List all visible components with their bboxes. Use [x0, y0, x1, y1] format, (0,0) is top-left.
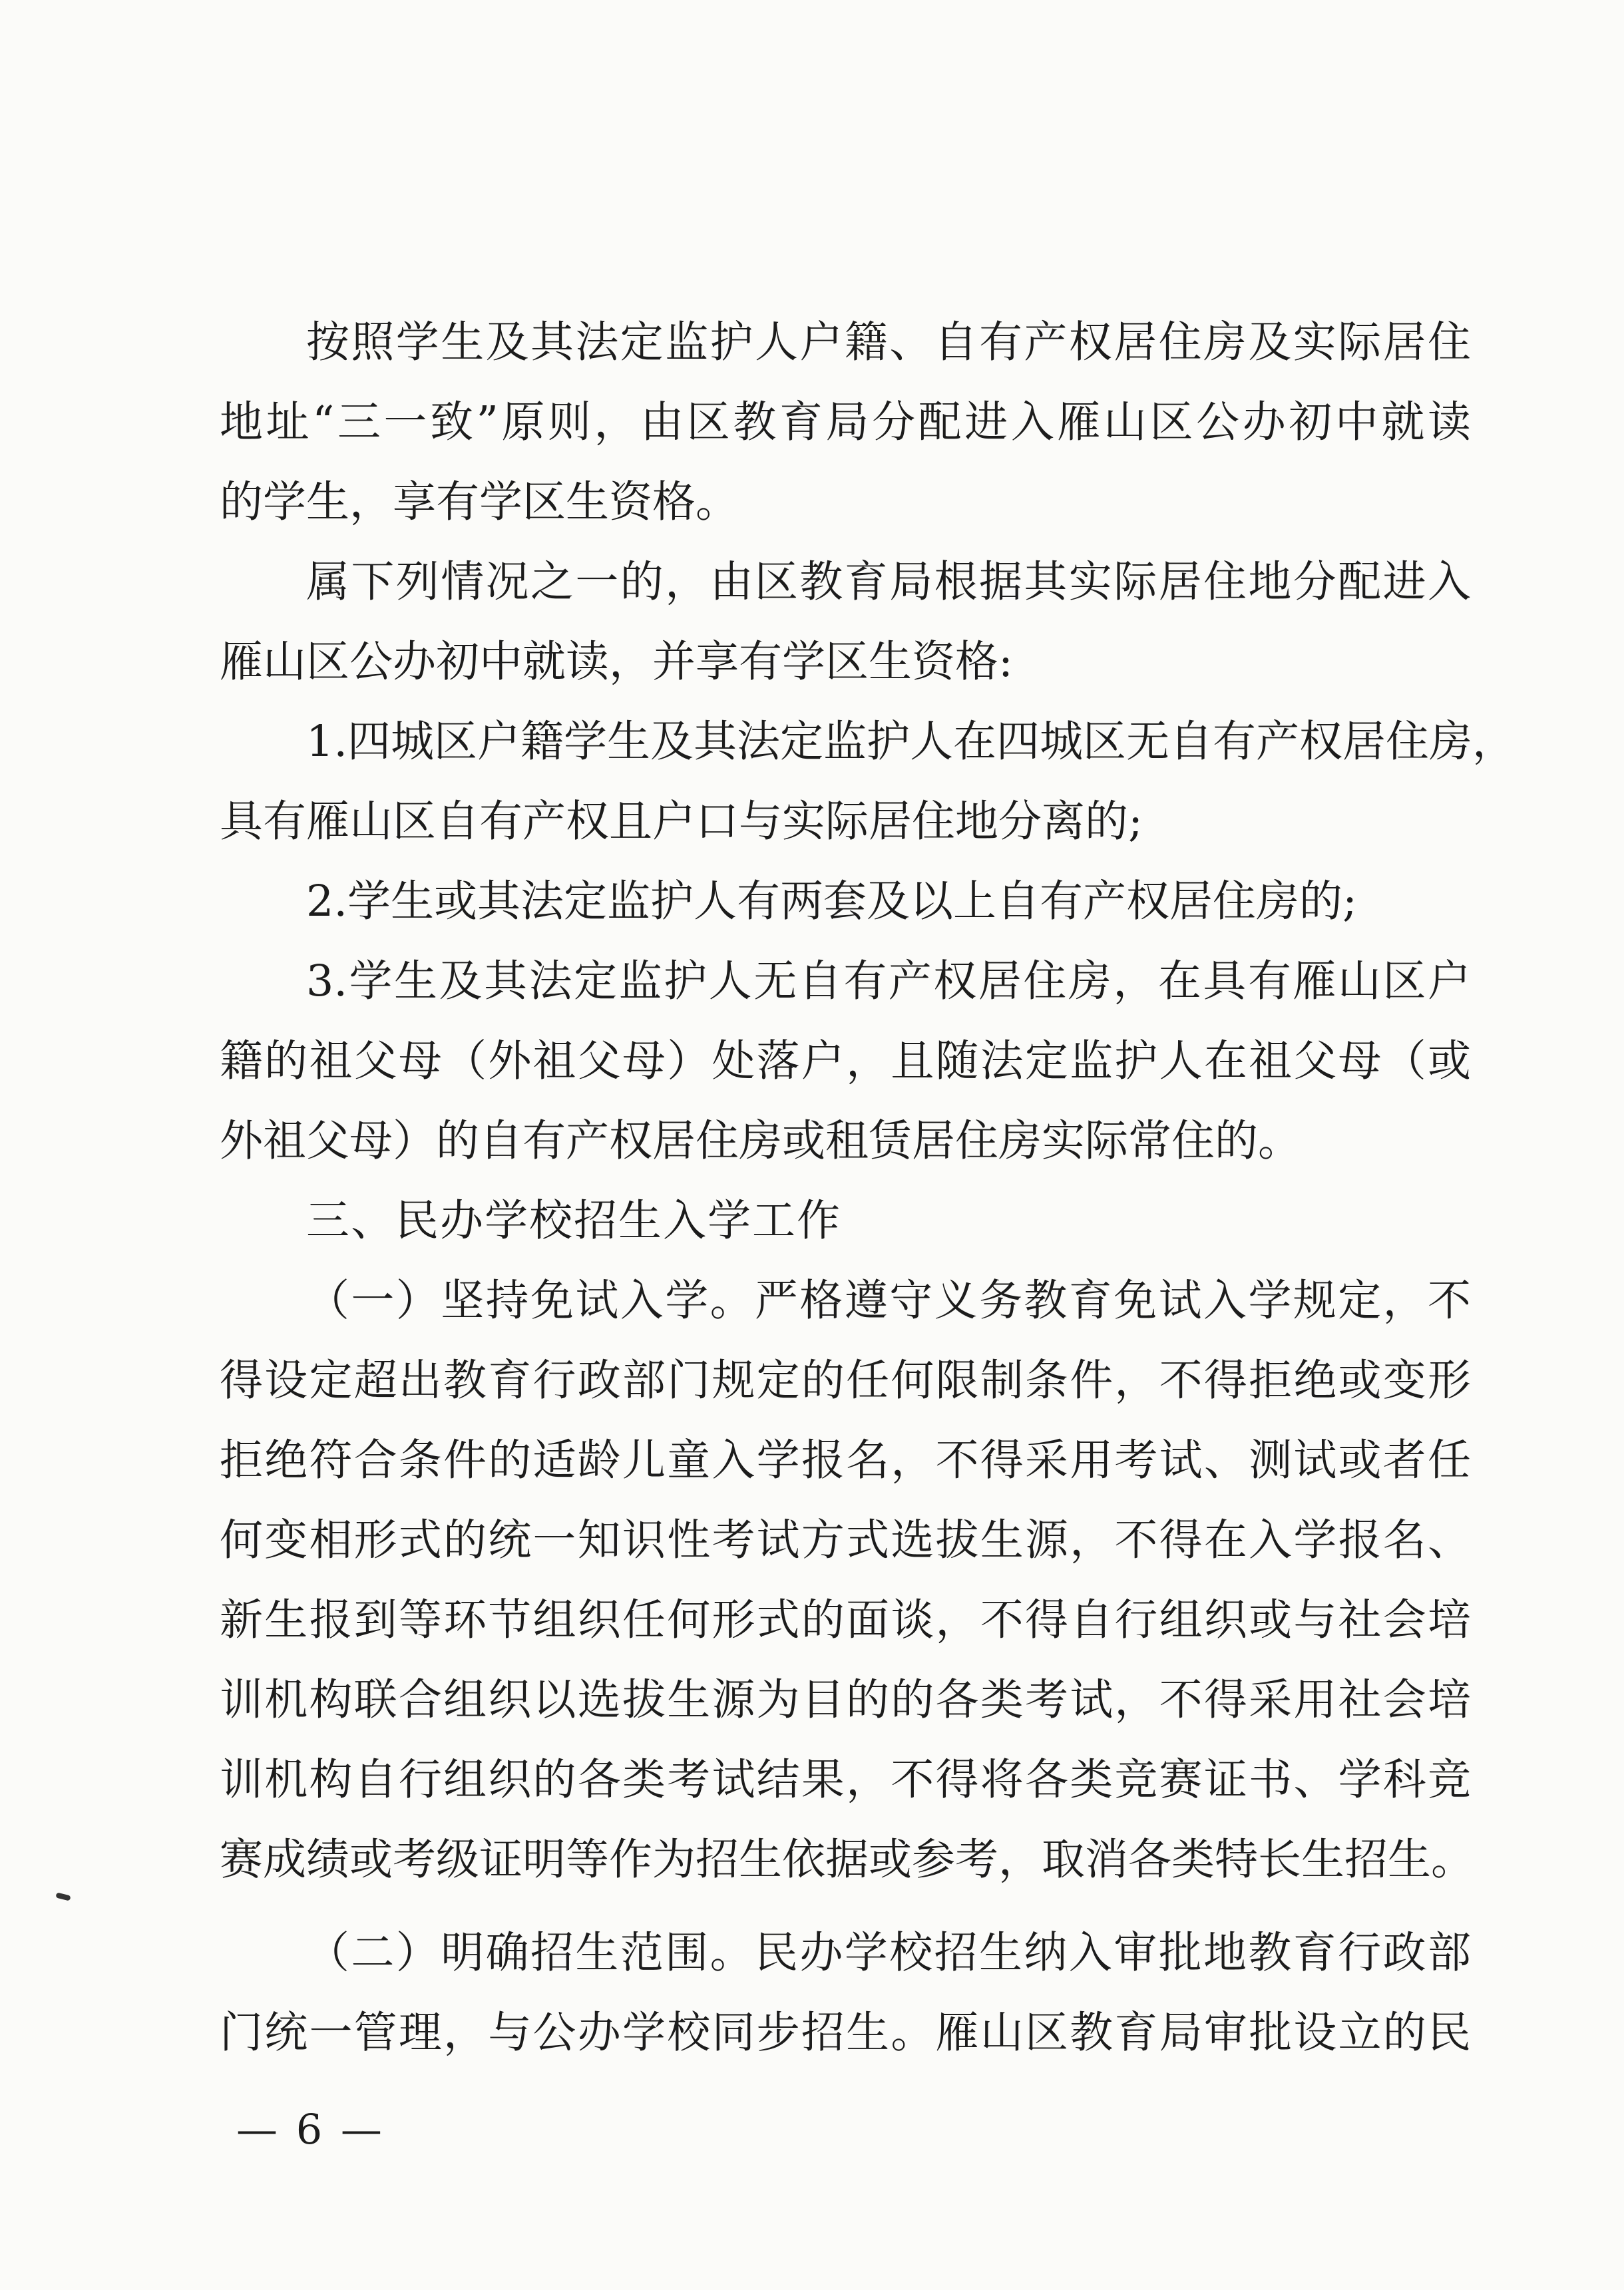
paragraph-line-4: 属下列情况之一的，由区教育局根据其实际居住地分配进入 [306, 557, 1471, 607]
paragraph-line-13: 得设定超出教育行政部门规定的任何限制条件，不得拒绝或变形 [220, 1356, 1471, 1406]
list-item-3-line-1: 3.学生及其法定监护人无自有产权居住房，在具有雁山区户 [306, 956, 1471, 1006]
paragraph-line-3: 的学生，享有学区生资格。 [220, 477, 739, 527]
paragraph-line-20: （二）明确招生范围。民办学校招生纳入审批地教育行政部 [306, 1928, 1471, 1978]
list-item-1-line-1: 1.四城区户籍学生及其法定监护人在四城区无自有产权居住房， [306, 717, 1516, 767]
list-item-1-line-2: 具有雁山区自有产权且户口与实际居住地分离的; [220, 797, 1143, 847]
paragraph-line-2: 地址“三一致”原则，由区教育局分配进入雁山区公办初中就读 [220, 397, 1471, 447]
list-item-3-line-2: 籍的祖父母（外祖父母）处落户，且随法定监护人在祖父母（或 [220, 1036, 1471, 1086]
scan-speck [55, 1892, 71, 1901]
list-item-3-line-3: 外祖父母）的自有产权居住房或租赁居住房实际常住的。 [220, 1116, 1302, 1166]
paragraph-line-12: （一）坚持免试入学。严格遵守义务教育免试入学规定，不 [306, 1276, 1471, 1326]
paragraph-line-14: 拒绝符合条件的适龄儿童入学报名，不得采用考试、测试或者任 [220, 1435, 1471, 1485]
paragraph-line-16: 新生报到等环节组织任何形式的面谈，不得自行组织或与社会培 [220, 1595, 1471, 1645]
list-item-2: 2.学生或其法定监护人有两套及以上自有产权居住房的; [306, 876, 1357, 926]
paragraph-line-19: 赛成绩或考级证明等作为招生依据或参考，取消各类特长生招生。 [220, 1835, 1475, 1885]
paragraph-line-18: 训机构自行组织的各类考试结果，不得将各类竞赛证书、学科竞 [220, 1755, 1471, 1805]
page-number: — 6 — [236, 2105, 385, 2154]
paragraph-line-5: 雁山区公办初中就读，并享有学区生资格: [220, 637, 1013, 687]
section-heading: 三、民办学校招生入学工作 [306, 1196, 842, 1246]
paragraph-line-1: 按照学生及其法定监护人户籍、自有产权居住房及实际居住 [306, 317, 1471, 367]
paragraph-line-15: 何变相形式的统一知识性考试方式选拔生源，不得在入学报名、 [220, 1515, 1471, 1565]
paragraph-line-21: 门统一管理，与公办学校同步招生。雁山区教育局审批设立的民 [220, 2008, 1471, 2058]
paragraph-line-17: 训机构联合组织以选拔生源为目的的各类考试，不得采用社会培 [220, 1675, 1471, 1725]
